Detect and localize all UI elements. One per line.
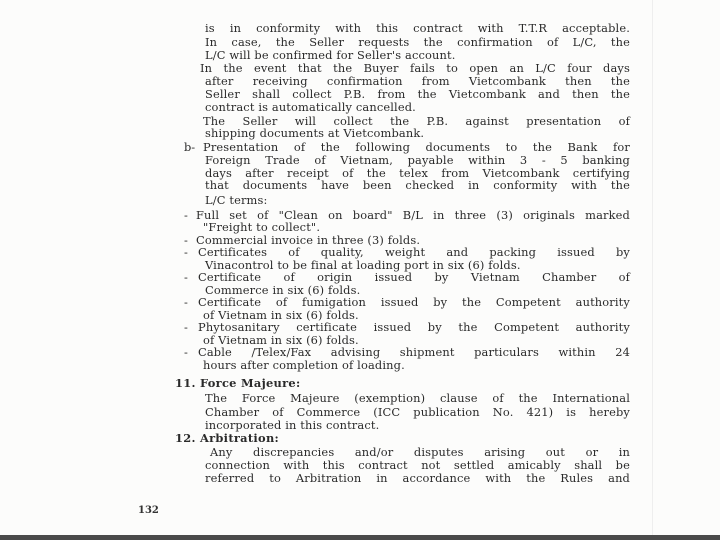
text-line: Phytosanitary certificate issued by the Competent authority <box>198 320 630 334</box>
text-line: Cable /Telex/Fax advising shipment particulars within 24 <box>198 345 630 359</box>
text-line: "Freight to collect". <box>203 220 321 234</box>
text-line: Commercial invoice in three (3) folds. <box>196 233 421 247</box>
text-line: Commerce in six (6) folds. <box>205 283 361 297</box>
text-line: referred to Arbitration in accordance with the Rules and <box>205 471 630 485</box>
text-line: Any discrepancies and/or disputes arising out or in <box>210 445 630 459</box>
text-line: shipping documents at Vietcombank. <box>205 126 425 140</box>
text-line: of Vietnam in six (6) folds. <box>203 333 359 347</box>
text-line: In the event that the Buyer fails to open an L/C four days <box>200 61 630 75</box>
heading-force-majeure: 11. Force Majeure: <box>175 376 301 390</box>
text-line: of Vietnam in six (6) folds. <box>203 308 359 322</box>
page-edge <box>652 0 653 535</box>
text-line: Foreign Trade of Vietnam, payable within 3 - 5 banking <box>205 153 630 167</box>
page-number: 132 <box>138 505 159 516</box>
item-marker-b: b- <box>184 140 196 154</box>
text-line: connection with this contract not settled amicably shall be <box>205 458 630 472</box>
bullet-dash: - <box>184 270 188 284</box>
text-line: The Force Majeure (exemption) clause of the International <box>205 391 630 405</box>
text-line: Certificate of fumigation issued by the Competent authority <box>198 295 630 309</box>
text-line: incorporated in this contract. <box>205 418 380 432</box>
text-line: that documents have been checked in conformity with the <box>205 178 630 192</box>
bullet-dash: - <box>184 320 188 334</box>
bullet-dash: - <box>184 208 188 222</box>
heading-arbitration: 12. Arbitration: <box>175 431 280 445</box>
text-line: Presentation of the following documents to the Bank for <box>203 140 630 154</box>
text-line: L/C terms: <box>205 193 268 207</box>
text-line: Full set of "Clean on board" B/L in three (3) originals marked <box>196 208 630 222</box>
text-line: Seller shall collect P.B. from the Vietcombank and then the <box>205 87 630 101</box>
bullet-dash: - <box>184 345 188 359</box>
text-line: contract is automatically cancelled. <box>205 100 416 114</box>
text-line: days after receipt of the telex from Vietcombank certifying <box>205 166 630 180</box>
text-line: hours after completion of loading. <box>203 358 405 372</box>
text-line: after receiving confirmation from Vietcombank then the <box>205 74 630 88</box>
text-line: Vinacontrol to be final at loading port in six (6) folds. <box>205 258 521 272</box>
text-line: Certificate of origin issued by Vietnam Chamber of <box>198 270 630 284</box>
scan-border <box>0 535 720 540</box>
bullet-dash: - <box>184 295 188 309</box>
text-line: The Seller will collect the P.B. against presentation of <box>203 114 630 128</box>
text-line: is in conformity with this contract with T.T.R acceptable. <box>205 21 630 35</box>
bullet-dash: - <box>184 233 188 247</box>
bullet-dash: - <box>184 245 188 259</box>
text-line: In case, the Seller requests the confirmation of L/C, the <box>205 35 630 49</box>
text-line: Chamber of Commerce (ICC publication No. 421) is hereby <box>205 405 630 419</box>
text-line: L/C will be confirmed for Seller's account. <box>205 48 456 62</box>
text-line: Certificates of quality, weight and packing issued by <box>198 245 630 259</box>
